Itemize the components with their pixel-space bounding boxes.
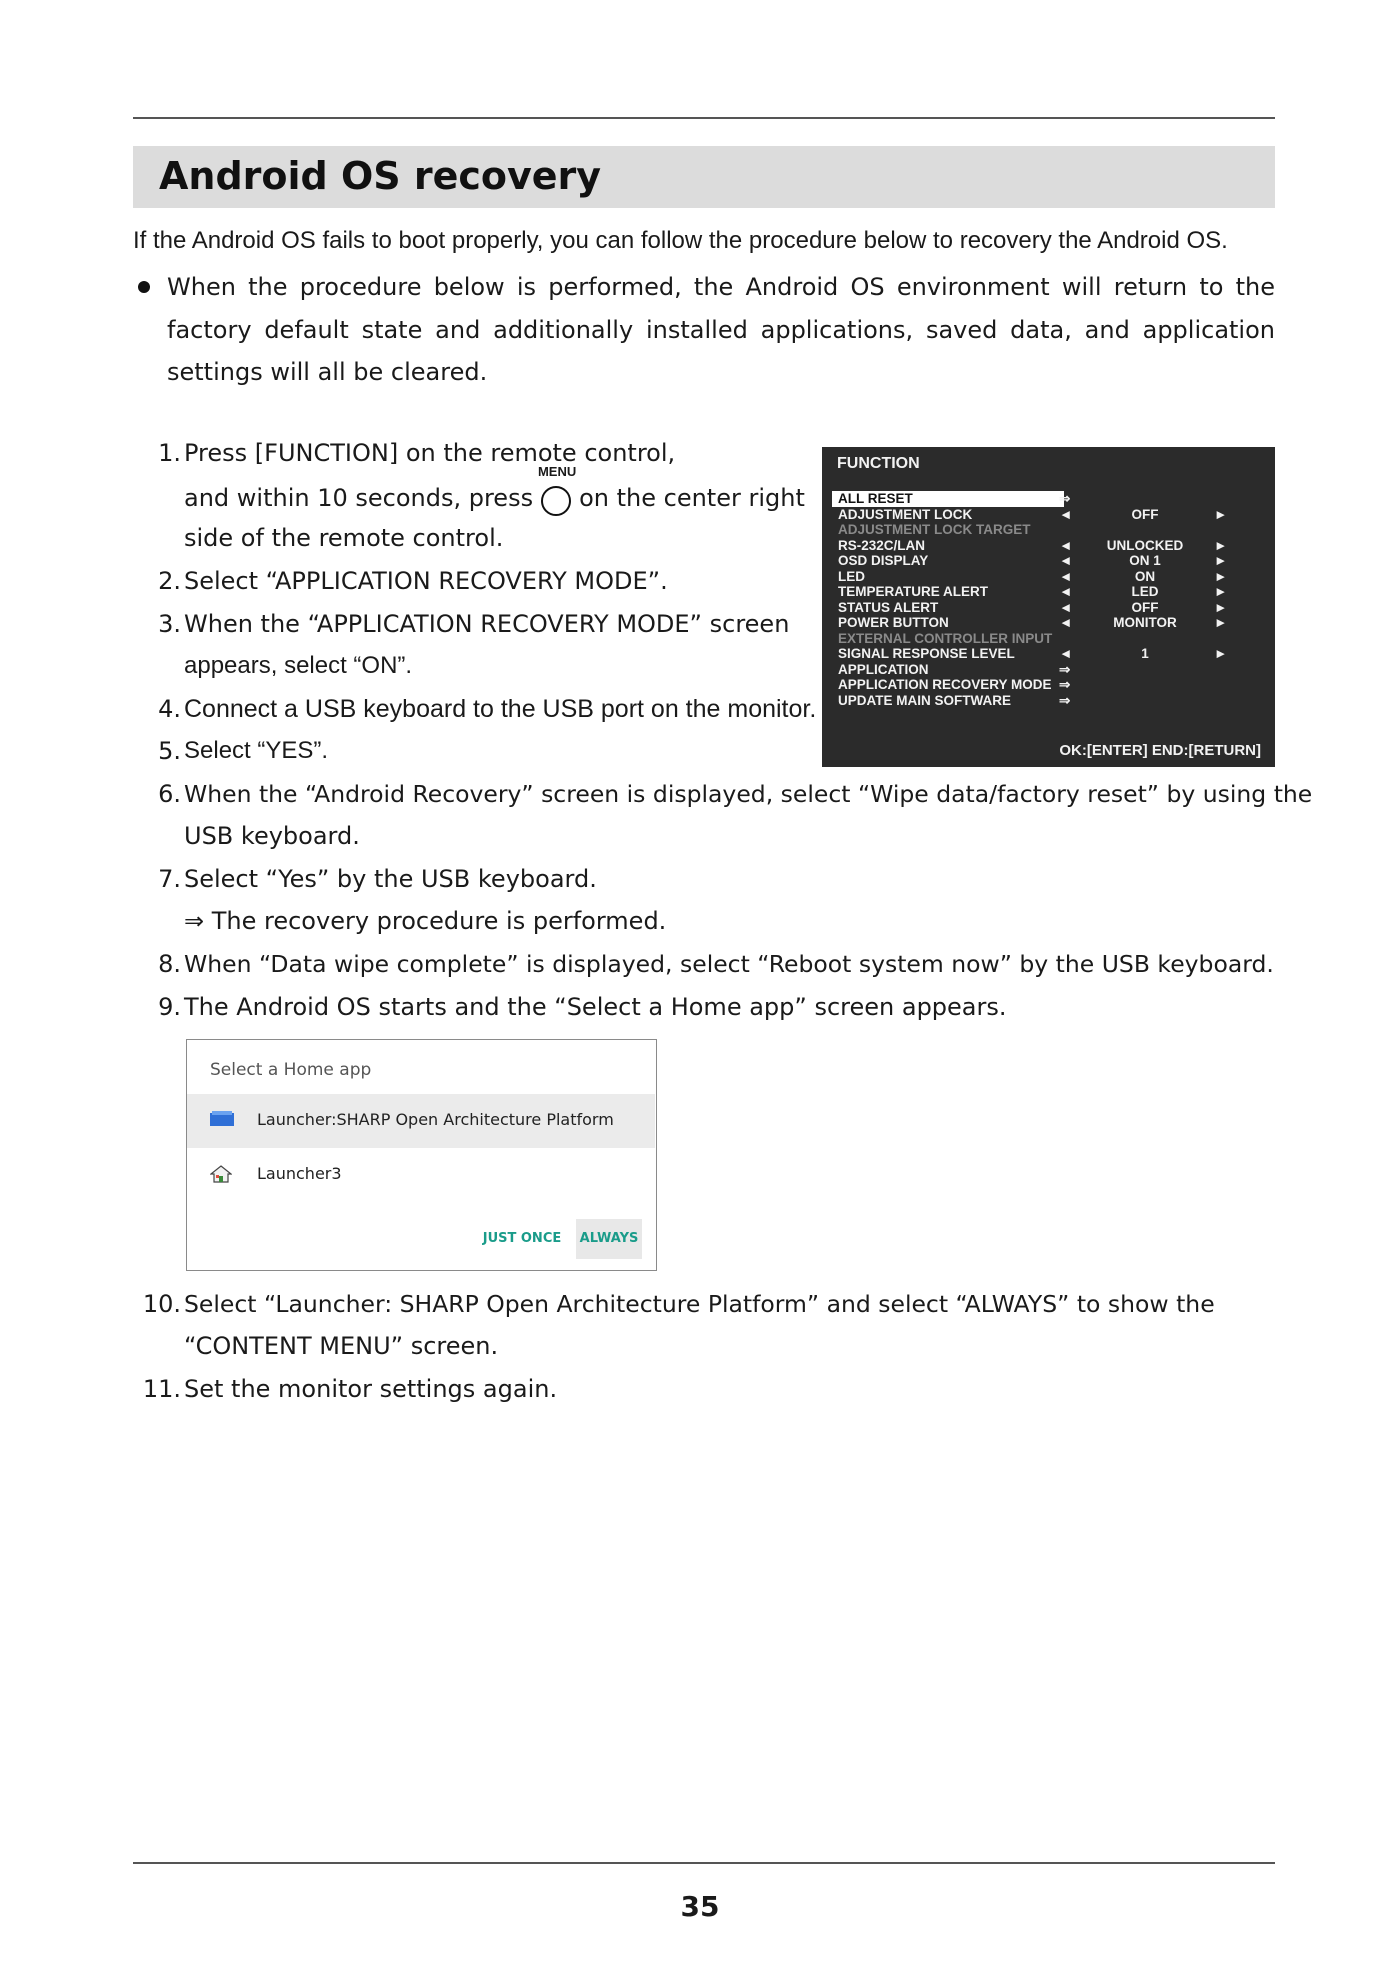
osd-row-label: ADJUSTMENT LOCK TARGET [838,522,1031,537]
osd-row [822,522,1275,538]
step-number: 4. [158,695,181,723]
step-number: 2. [158,567,181,595]
step-number: 10. [142,1290,181,1318]
step-number: 6. [158,780,181,808]
osd-row [822,677,1275,693]
osd-row-label: EXTERNAL CONTROLLER INPUT [838,630,1053,646]
osd-row-value: ON 1 [1129,553,1161,568]
osd-row-right-arrow: ► [1214,568,1228,584]
osd-row-right-arrow: ► [1214,584,1228,599]
step-number: 5. [158,737,181,765]
step-text: Set the monitor settings again. [184,1375,558,1403]
osd-row-right-arrow: ► [1214,506,1228,522]
osd-row-value: OFF [1131,599,1159,615]
step-text: appears, select “ON”. [184,652,413,679]
osd-row [822,507,1275,523]
step-text: on the center right [579,484,805,512]
osd-row [822,600,1275,616]
osd-row-arrow: ◄ [1059,537,1073,553]
step-text: The Android OS starts and the “Select a Home app” screen appears. [184,993,1007,1021]
osd-row-value: MONITOR [1113,615,1177,630]
sharp-launcher-icon [210,1111,234,1131]
osd-row-arrow: ⇒ [1059,661,1071,677]
step-text: USB keyboard. [184,822,360,850]
bottom-rule [133,1862,1275,1864]
step-number: 8. [158,950,181,978]
step-number: 3. [158,610,181,638]
step-text: When the “Android Recovery” screen is displayed, select “Wipe data/factory reset” by using the [184,780,1313,808]
circle-button-icon [541,486,571,516]
osd-row-value: 1 [1141,646,1149,661]
osd-row-label: ADJUSTMENT LOCK [838,506,973,522]
osd-row [822,646,1275,662]
osd-row-label: RS-232C/LAN [838,537,926,553]
step-text: Select “Yes” by the USB keyboard. [184,865,597,893]
osd-row-right-arrow: ► [1214,553,1228,568]
step-text: Select “Launcher: SHARP Open Architecture Platform” and select “ALWAYS” to show the [184,1290,1215,1318]
osd-row [822,553,1275,569]
osd-row-value: OFF [1131,506,1159,522]
osd-row [822,693,1275,709]
step-text: Select “APPLICATION RECOVERY MODE”. [184,567,668,595]
section-title-band [133,146,1275,208]
osd-row [822,491,1275,507]
menu-key-label: MENU [537,464,577,479]
osd-row-arrow: ◄ [1059,615,1073,630]
menu-key-icon [537,464,577,514]
step-text: “CONTENT MENU” screen. [184,1332,499,1360]
osd-row-label: LED [838,568,865,584]
osd-row-label: ALL RESET [832,491,1064,507]
osd-row [822,631,1275,647]
osd-row-label: POWER BUTTON [838,615,949,630]
step-text: When “Data wipe complete” is displayed, select “Reboot system now” by the USB keyboard. [184,950,1274,978]
osd-row-arrow: ◄ [1059,568,1073,584]
osd-row-arrow: ◄ [1059,584,1073,599]
step-text: Select “YES”. [184,737,329,764]
osd-row-value: ON [1134,568,1156,584]
function-menu-screenshot [822,447,1275,767]
home-app-option-launcher3[interactable] [187,1148,655,1202]
step-result: ⇒ The recovery procedure is performed. [184,907,667,935]
home-app-option-label: Launcher3 [257,1164,342,1183]
osd-row [822,615,1275,631]
osd-row-arrow: ⇒ [1059,491,1071,506]
osd-row-arrow: ◄ [1059,506,1073,522]
osd-row [822,569,1275,585]
step-text-with-key [184,464,805,516]
osd-row [822,662,1275,678]
osd-row-right-arrow: ► [1214,537,1228,553]
home-app-option-label: Launcher:SHARP Open Architecture Platform [257,1110,614,1129]
page-number: 35 [680,1890,720,1923]
step-number: 11. [142,1375,181,1403]
osd-row [822,538,1275,554]
top-rule [133,117,1275,119]
warning-bullet [133,266,1275,394]
osd-row-right-arrow: ► [1214,615,1228,630]
osd-row-label: STATUS ALERT [838,599,939,615]
osd-row-label: APPLICATION RECOVERY MODE [838,677,1052,692]
osd-footer: OK:[ENTER] END:[RETURN] [1059,742,1261,759]
osd-row-arrow: ◄ [1059,553,1073,568]
osd-row-right-arrow: ► [1214,646,1228,661]
just-once-button[interactable]: JUST ONCE [482,1231,562,1246]
osd-row [822,584,1275,600]
osd-row-arrow: ◄ [1059,599,1073,615]
dialog-title: Select a Home app [210,1060,372,1080]
step-text: side of the remote control. [184,524,504,552]
step-text: Connect a USB keyboard to the USB port on the monitor. [184,695,817,723]
osd-row-right-arrow: ► [1214,599,1228,615]
osd-row-value: LED [1131,584,1159,599]
osd-row-arrow: ⇒ [1059,677,1071,692]
step-number: 7. [158,865,181,893]
osd-row-label: OSD DISPLAY [838,553,929,568]
always-button[interactable]: ALWAYS [576,1219,642,1259]
osd-row-label: SIGNAL RESPONSE LEVEL [838,646,1015,661]
page-title: Android OS recovery [159,154,602,198]
step-number: 9. [158,993,181,1021]
osd-row-arrow: ◄ [1059,646,1073,661]
step-text: When the “APPLICATION RECOVERY MODE” screen [184,610,790,638]
osd-row-label: TEMPERATURE ALERT [838,584,988,599]
home-app-option-sharp[interactable] [187,1094,655,1148]
bullet-icon [138,281,150,293]
home-icon [210,1165,232,1187]
osd-row-value: UNLOCKED [1106,537,1184,553]
osd-row-label: UPDATE MAIN SOFTWARE [838,692,1011,708]
step-number: 1. [158,439,181,467]
step-text: Press [FUNCTION] on the remote control, [184,439,676,467]
osd-row-label: APPLICATION [838,661,929,677]
warning-bullet-text: When the procedure below is performed, the Android OS environment will return to the factory default state and additionally installed applications, saved data, and application settings will all be cleared. [167,273,1275,386]
select-home-app-dialog [186,1039,657,1271]
intro-paragraph: If the Android OS fails to boot properly, you can follow the procedure below to recovery the Android OS. [133,227,1228,254]
osd-row-arrow: ⇒ [1059,692,1071,708]
osd-header: FUNCTION [837,455,920,472]
step-text: and within 10 seconds, press [184,484,534,512]
